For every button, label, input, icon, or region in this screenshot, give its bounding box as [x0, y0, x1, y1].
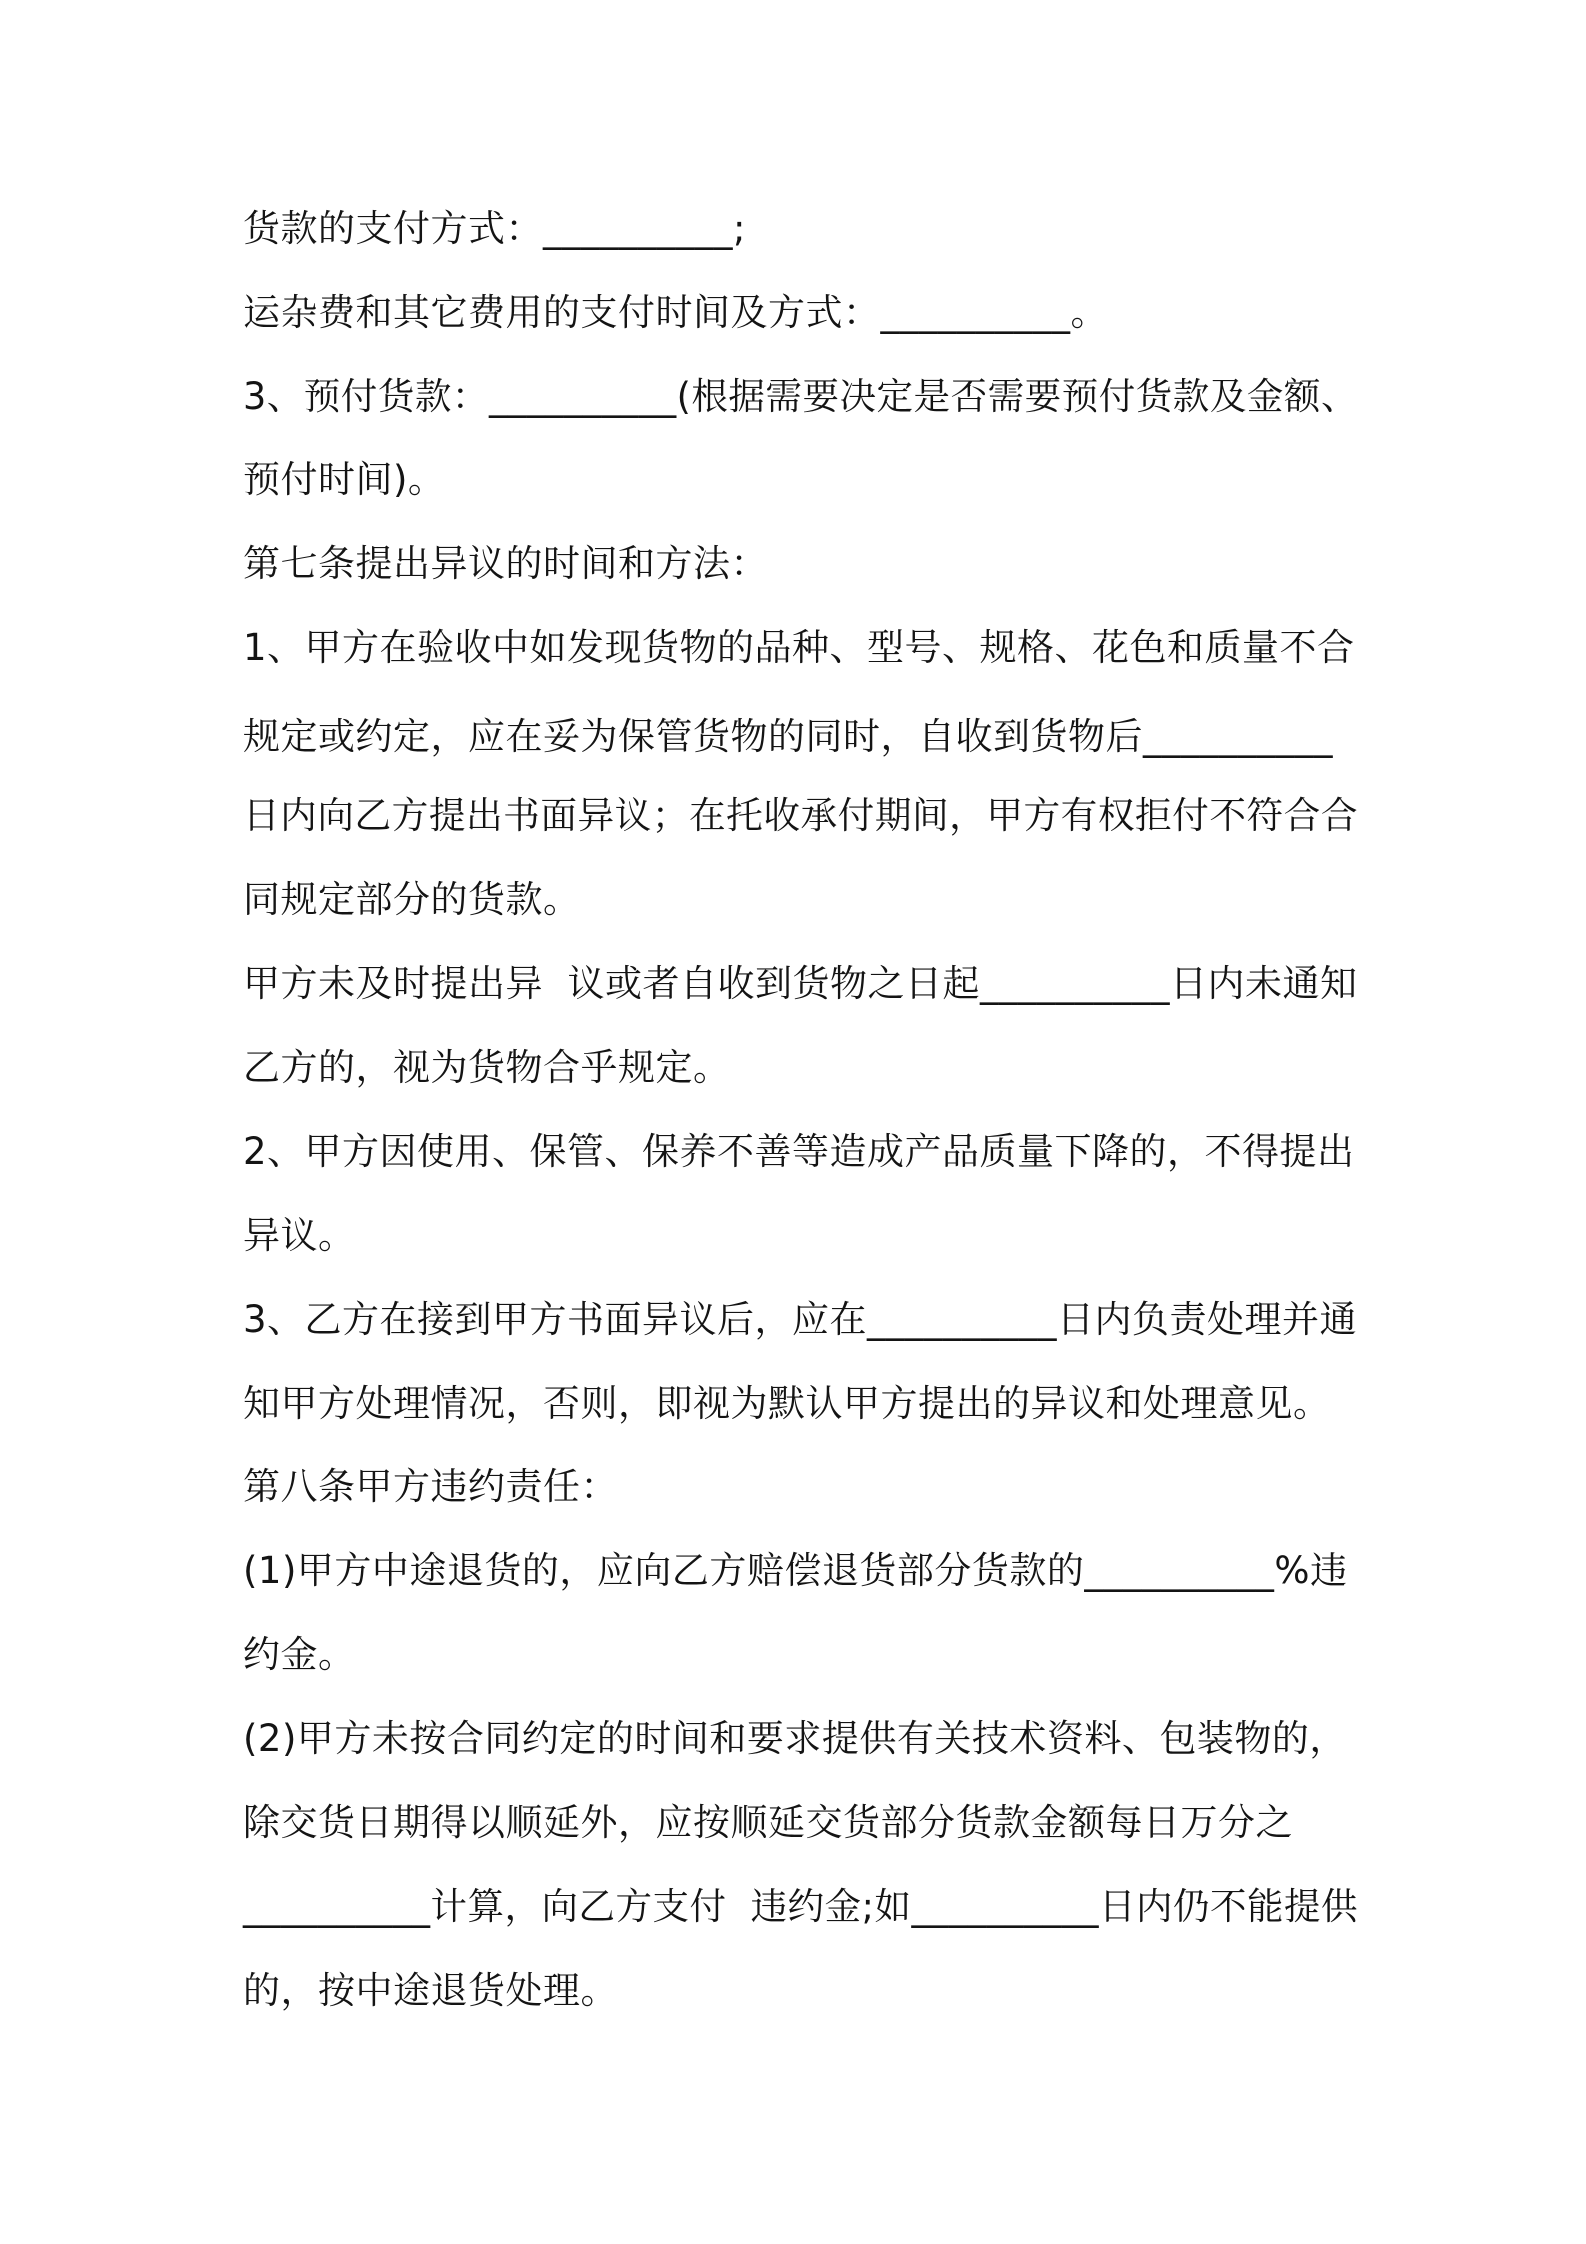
text-line: 3、预付货款：__________(根据需要决定是否需要预付货款及金额、 — [243, 375, 1358, 418]
text-line: 乙方的，视为货物合乎规定。 — [243, 1046, 731, 1089]
text-line: 运杂费和其它费用的支付时间及方式：__________。 — [243, 291, 1108, 334]
text-line: 预付时间)。 — [243, 458, 446, 501]
text-line: 约金。 — [243, 1633, 356, 1676]
text-line: 知甲方处理情况，否则，即视为默认甲方提出的异议和处理意见。 — [243, 1382, 1331, 1425]
text-line: 2、甲方因使用、保管、保养不善等造成产品质量下降的，不得提出 — [243, 1130, 1355, 1173]
text-line: 3、乙方在接到甲方书面异议后，应在__________日内负责处理并通 — [243, 1298, 1358, 1341]
text-line: 1、甲方在验收中如发现货物的品种、型号、规格、花色和质量不合 — [243, 626, 1355, 669]
text-line: (1)甲方中途退货的，应向乙方赔偿退货部分货款的__________%违 — [243, 1549, 1348, 1592]
text-line: 除交货日期得以顺延外，应按顺延交货部分货款金额每日万分之 — [243, 1801, 1293, 1844]
text-line: __________计算，向乙方支付 违约金;如__________日内仍不能提供 — [243, 1885, 1358, 1928]
text-line: (2)甲方未按合同约定的时间和要求提供有关技术资料、包装物的， — [243, 1717, 1347, 1760]
text-line: 货款的支付方式：__________; — [243, 207, 746, 250]
text-line: 日内向乙方提出书面异议；在托收承付期间，甲方有权拒付不符合合 — [243, 794, 1358, 837]
text-line: 异议。 — [243, 1214, 356, 1257]
section-heading: 第七条提出异议的时间和方法： — [243, 542, 768, 585]
text-line: 甲方未及时提出异 议或者自收到货物之日起__________日内未通知 — [243, 962, 1358, 1005]
text-line: 的，按中途退货处理。 — [243, 1969, 618, 2012]
text-line: 规定或约定，应在妥为保管货物的同时，自收到货物后__________ — [243, 715, 1333, 758]
text-line: 同规定部分的货款。 — [243, 878, 581, 921]
section-heading: 第八条甲方违约责任： — [243, 1465, 618, 1508]
